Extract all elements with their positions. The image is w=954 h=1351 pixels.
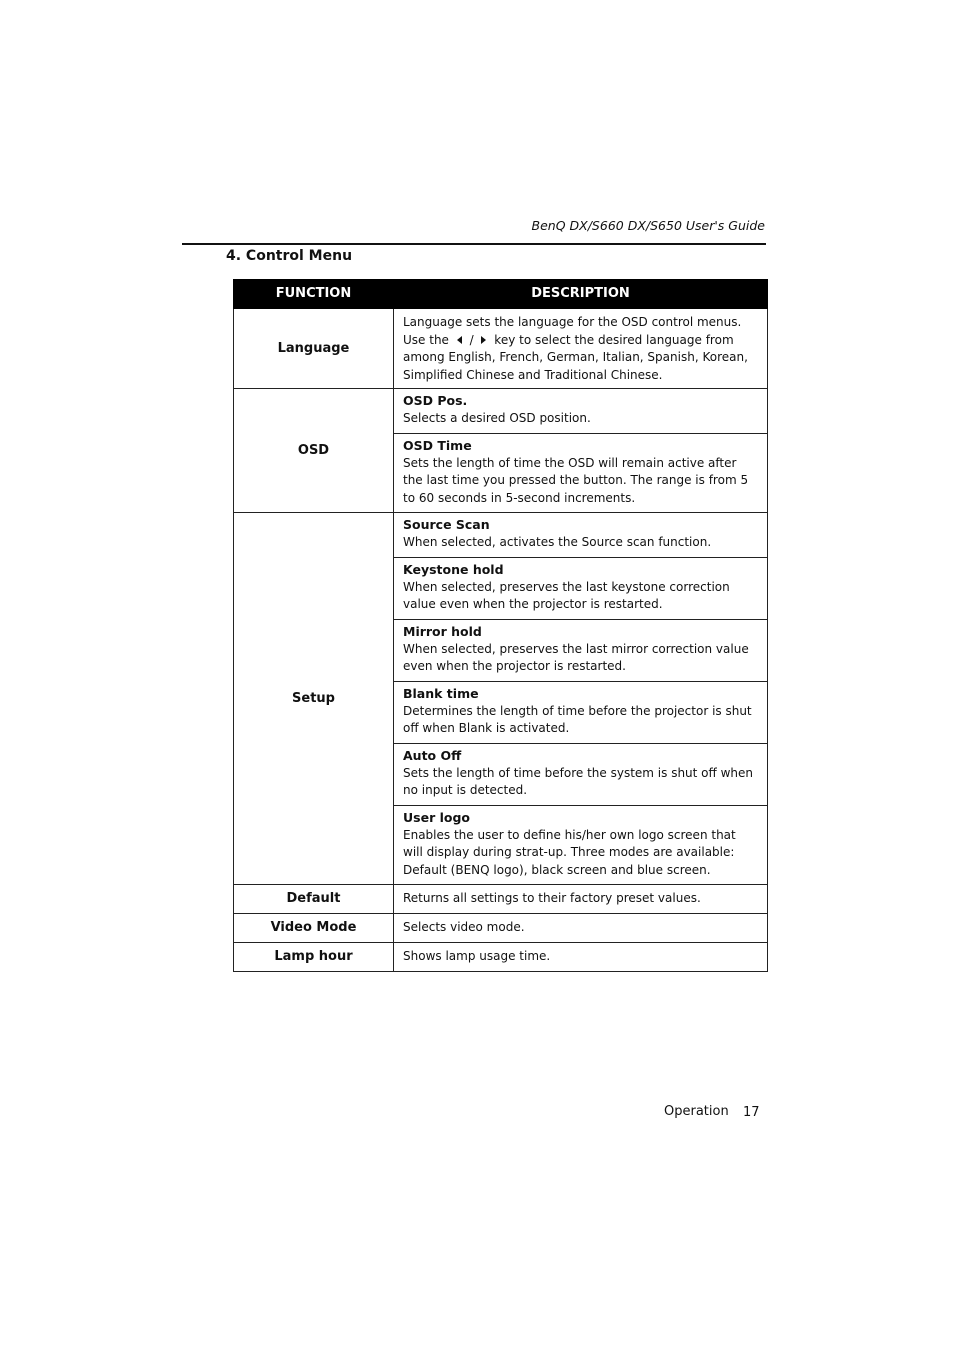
- setup-item: [394, 513, 767, 558]
- column-header-function: FUNCTION: [234, 280, 394, 309]
- setup-item-title: Source Scan: [403, 517, 490, 532]
- function-language: Language: [234, 309, 394, 389]
- setup-item-body: When selected, activates the Source scan function.: [403, 535, 712, 549]
- section-title: 4. Control Menu: [226, 248, 353, 264]
- description-language: [394, 309, 768, 389]
- table-header-row: [234, 280, 768, 309]
- table-row-lamp-hour: [234, 943, 768, 972]
- function-default: Default: [234, 885, 394, 914]
- osd-item-body: Sets the length of time the OSD will remain active after the last time you pressed the button. The range is from 5 to 60 seconds in 5-second increments.: [403, 455, 749, 505]
- setup-item-title: User logo: [403, 809, 470, 825]
- table-row-language: [234, 309, 768, 389]
- default-desc: Returns all settings to their factory preset values.: [403, 891, 701, 905]
- setup-item: [394, 558, 767, 620]
- setup-item-title: Blank time: [403, 685, 479, 701]
- function-video-mode: Video Mode: [234, 914, 394, 943]
- language-slash: /: [469, 332, 474, 347]
- osd-item-body: Selects a desired OSD position.: [403, 411, 591, 425]
- table-row-video-mode: [234, 914, 768, 943]
- lamp-hour-desc: Shows lamp usage time.: [403, 949, 551, 963]
- osd-item-title: OSD Time: [403, 437, 472, 453]
- column-header-description: DESCRIPTION: [394, 280, 768, 309]
- page-number: 17: [743, 1105, 760, 1120]
- table-row-osd: [234, 389, 768, 513]
- right-arrow-icon: [481, 336, 486, 344]
- description-osd: [394, 389, 768, 513]
- osd-item: [394, 389, 767, 434]
- description-default: [394, 885, 768, 914]
- setup-item-body: When selected, preserves the last mirror correction value even when the projector is restarted.: [403, 641, 749, 673]
- running-header: BenQ DX/S660 DX/S650 User's Guide: [531, 218, 765, 233]
- function-lamp-hour: Lamp hour: [234, 943, 394, 972]
- setup-item-title: Keystone hold: [403, 561, 504, 577]
- description-video-mode: [394, 914, 768, 943]
- osd-item: [394, 434, 767, 513]
- function-setup: Setup: [234, 513, 394, 885]
- setup-item: [394, 744, 767, 806]
- table-row-setup: [234, 513, 768, 885]
- setup-item-title: Auto Off: [403, 747, 462, 763]
- setup-item-title: Mirror hold: [403, 623, 482, 639]
- setup-item-body: Determines the length of time before the projector is shut off when Blank is activated.: [403, 703, 752, 735]
- left-arrow-icon: [457, 336, 462, 344]
- language-rest: key to select the desired language from among English, French, German, Italian, Spanish, Korean, Simplified Chinese and Traditional Chinese.: [403, 332, 748, 382]
- setup-item: [394, 620, 767, 682]
- video-mode-desc: Selects video mode.: [403, 920, 525, 934]
- table-row-default: [234, 885, 768, 914]
- setup-item-body: Sets the length of time before the system is shut off when no input is detected.: [403, 765, 754, 797]
- header-rule: [182, 243, 766, 245]
- osd-item-title: OSD Pos.: [403, 393, 468, 408]
- function-osd: OSD: [234, 389, 394, 513]
- control-menu-table: [233, 279, 768, 972]
- setup-item: [394, 682, 767, 744]
- description-setup: [394, 513, 768, 885]
- setup-item-body: Enables the user to define his/her own logo screen that will display during strat-up. Three modes are available: Default (BENQ logo), black screen and blue screen.: [403, 827, 736, 877]
- description-lamp-hour: [394, 943, 768, 972]
- setup-item-body: When selected, preserves the last keystone correction value even when the projector is restarted.: [403, 579, 730, 611]
- language-use-the: Use the: [403, 332, 449, 347]
- footer-section-name: Operation: [664, 1104, 729, 1119]
- language-line1: Language sets the language for the OSD control menus.: [403, 315, 742, 329]
- setup-item: [394, 806, 767, 885]
